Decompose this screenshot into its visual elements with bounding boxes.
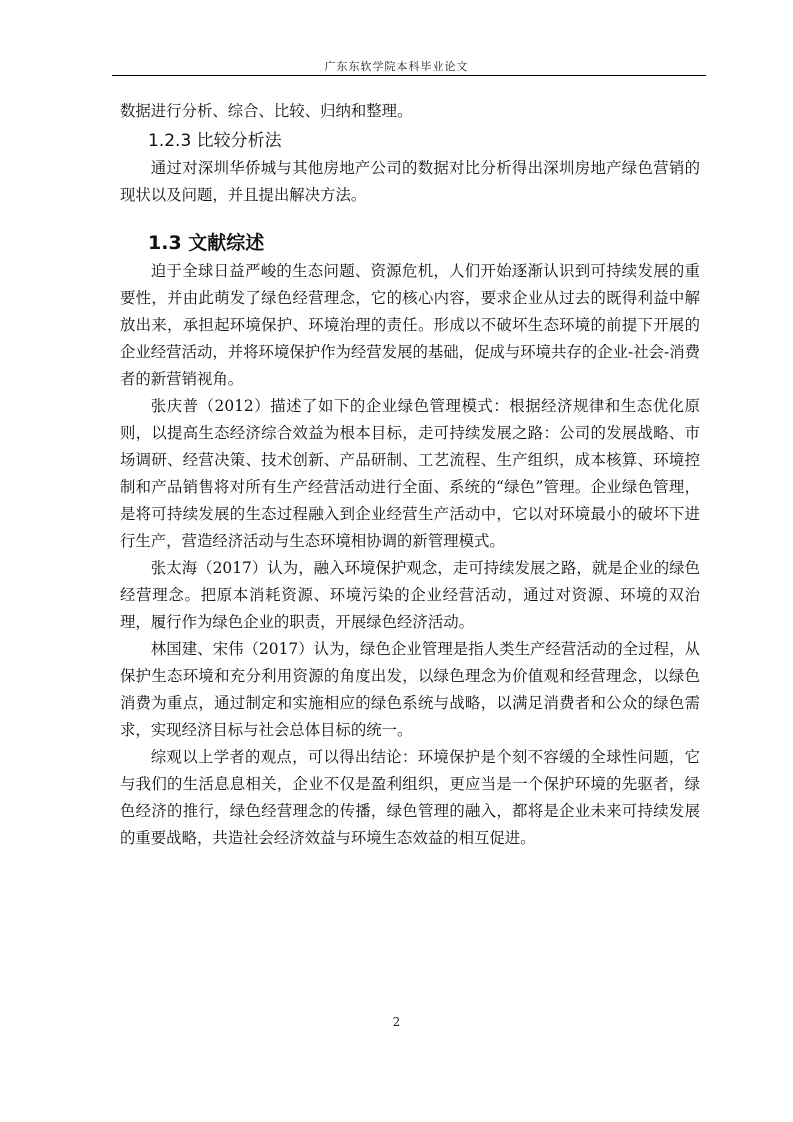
page-number: 2 xyxy=(392,1015,401,1029)
paragraph-literature-1: 迫于全球日益严峻的生态问题、资源危机，人们开始逐渐认识到可持续发展的重要性，并由此萌发了绿色经营理念，它的核心内容，要求企业从过去的既得利益中解放出来，承担起环境保护、环境治理的责任。形成以不破坏生态环境的前提下开展的企业经营活动，并将环境保护作为经营发展的基础，促成与环境共存的企业-社会-消费者的新营销视角。 xyxy=(120,262,700,388)
running-header: 广东东软学院本科毕业论文 xyxy=(324,60,469,73)
paragraph-literature-2: 张庆普（2012）描述了如下的企业绿色管理模式：根据经济规律和生态优化原则，以提高生态经济综合效益为根本目标，走可持续发展之路：公司的发展战略、市场调研、经营决策、技术创新、产品研制、工艺流程、生产组织，成本核算、环境控制和产品销售将对所有生产经营活动进行全面、系统的“绿色”管理。企业绿色管理，是将可持续发展的生态过程融入到企业经营生产活动中，它以对环境最小的破坏下进行生产，营造经济活动与生态环境相协调的新管理模式。 xyxy=(120,397,700,550)
paragraph-literature-4: 林国建、宋伟（2017）认为，绿色企业管理是指人类生产经营活动的全过程，从保护生态环境和充分利用资源的角度出发，以绿色理念为价值观和经营理念，以绿色消费为重点，通过制定和实施相应的绿色系统与战略，以满足消费者和公众的绿色需求，实现经济目标与社会总体目标的统一。 xyxy=(120,640,700,739)
paragraph-comparative-analysis: 通过对深圳华侨城与其他房地产公司的数据对比分析得出深圳房地产绿色营销的现状以及问题，并且提出解决方法。 xyxy=(120,159,700,204)
paragraph-literature-5: 综观以上学者的观点，可以得出结论：环境保护是个刻不容缓的全球性问题，它与我们的生活息息相关，企业不仅是盈利组织，更应当是一个保护环境的先驱者，绿色经济的推行，绿色经营理念的传播，绿色管理的融入，都将是企业未来可持续发展的重要战略，共造社会经济效益与环境生态效益的相互促进。 xyxy=(120,748,700,847)
header-rule xyxy=(112,75,706,76)
page-body xyxy=(120,98,700,852)
section-heading-1-2-3: 1.2.3 比较分析法 xyxy=(148,131,282,151)
section-heading-1-3: 1.3 文献综述 xyxy=(148,232,265,254)
continuation-paragraph: 数据进行分析、综合、比较、归纳和整理。 xyxy=(120,102,413,120)
paragraph-literature-3: 张太海（2017）认为，融入环境保护观念，走可持续发展之路，就是企业的绿色经营理念。把原本消耗资源、环境污染的企业经营活动，通过对资源、环境的双治理，履行作为绿色企业的职责，开展绿色经济活动。 xyxy=(120,559,700,631)
